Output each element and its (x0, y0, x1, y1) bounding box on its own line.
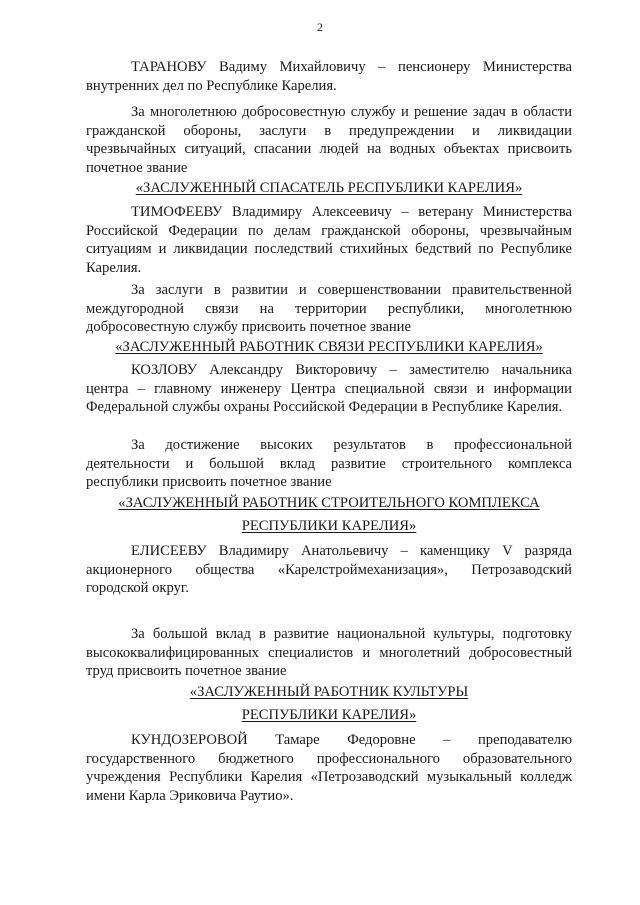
award-title-culture (86, 682, 572, 725)
award-title-construction (86, 493, 572, 536)
award-section-culture (86, 625, 572, 681)
award-recipient-rescuer (86, 203, 572, 277)
reason-paragraph: За достижение высоких результатов в профессиональной деятельности и большой вклад развитие строительного комплекса республики присвоить почетное звание (86, 437, 572, 491)
page-number: 2 (317, 20, 323, 34)
reason-paragraph: За заслуги в развитии и совершенствовании правительственной междугородной связи на территории республики, многолетнюю добросовестную службу присвоить почетное звание (86, 282, 572, 336)
recipient-paragraph: КОЗЛОВУ Александру Викторовичу – заместителю начальника центра – главному инженеру Центра специальной связи и информации Федеральной службы охраны Российской Федерации в Республике Карелия. (86, 362, 572, 416)
award-recipient-culture (86, 731, 572, 805)
reason-paragraph: За многолетнюю добросовестную службу и решение задач в области гражданской обороны, заслуги в предупреждении и ликвидации чрезвычайных ситуаций, спасании людей на водных объектах присвоить почетное звание (86, 104, 572, 176)
award-title-line: «ЗАСЛУЖЕННЫЙ РАБОТНИК СТРОИТЕЛЬНОГО КОМПЛЕКСА (118, 495, 540, 511)
recipient-paragraph: ТАРАНОВУ Вадиму Михайловичу – пенсионеру Министерства внутренних дел по Республике Карелия. (86, 59, 572, 94)
award-title-line: РЕСПУБЛИКИ КАРЕЛИЯ» (241, 518, 417, 534)
recipient-paragraph: КУНДОЗЕРОВОЙ Тамаре Федоровне – преподавателю государственного бюджетного профессионального образовательного учреждения Республики Карелия «Петрозаводский музыкальный колледж имени Карла Эриковича Раутио». (86, 732, 572, 804)
award-recipient-communications (86, 361, 572, 417)
award-title-line: «ЗАСЛУЖЕННЫЙ РАБОТНИК СВЯЗИ РЕСПУБЛИКИ КАРЕЛИЯ» (115, 339, 543, 355)
award-section-construction (86, 436, 572, 492)
award-title-communications (86, 337, 572, 357)
award-title-line: «ЗАСЛУЖЕННЫЙ РАБОТНИК КУЛЬТУРЫ (189, 684, 469, 700)
award-section-1 (86, 58, 572, 95)
award-title-line: РЕСПУБЛИКИ КАРЕЛИЯ» (241, 707, 417, 723)
award-section-communications (86, 281, 572, 337)
reason-paragraph: За большой вклад в развитие национальной культуры, подготовку высококвалифицированных специалистов и многолетний добросовестный труд присвоить почетное звание (86, 626, 572, 680)
award-section-rescuer (86, 103, 572, 177)
recipient-paragraph: ТИМОФЕЕВУ Владимиру Алексеевичу – ветерану Министерства Российской Федерации по делам гражданской обороны, чрезвычайным ситуациям и ликвидации последствий стихийных бедствий по Республике Карелия. (86, 204, 572, 276)
recipient-paragraph: ЕЛИСЕЕВУ Владимиру Анатольевичу – каменщику V разряда акционерного общества «Карелстроймеханизация», Петрозаводский городской округ. (86, 543, 572, 597)
award-recipient-construction (86, 542, 572, 598)
award-title-line: «ЗАСЛУЖЕННЫЙ СПАСАТЕЛЬ РЕСПУБЛИКИ КАРЕЛИЯ» (135, 180, 523, 196)
award-title-rescuer (86, 178, 572, 198)
